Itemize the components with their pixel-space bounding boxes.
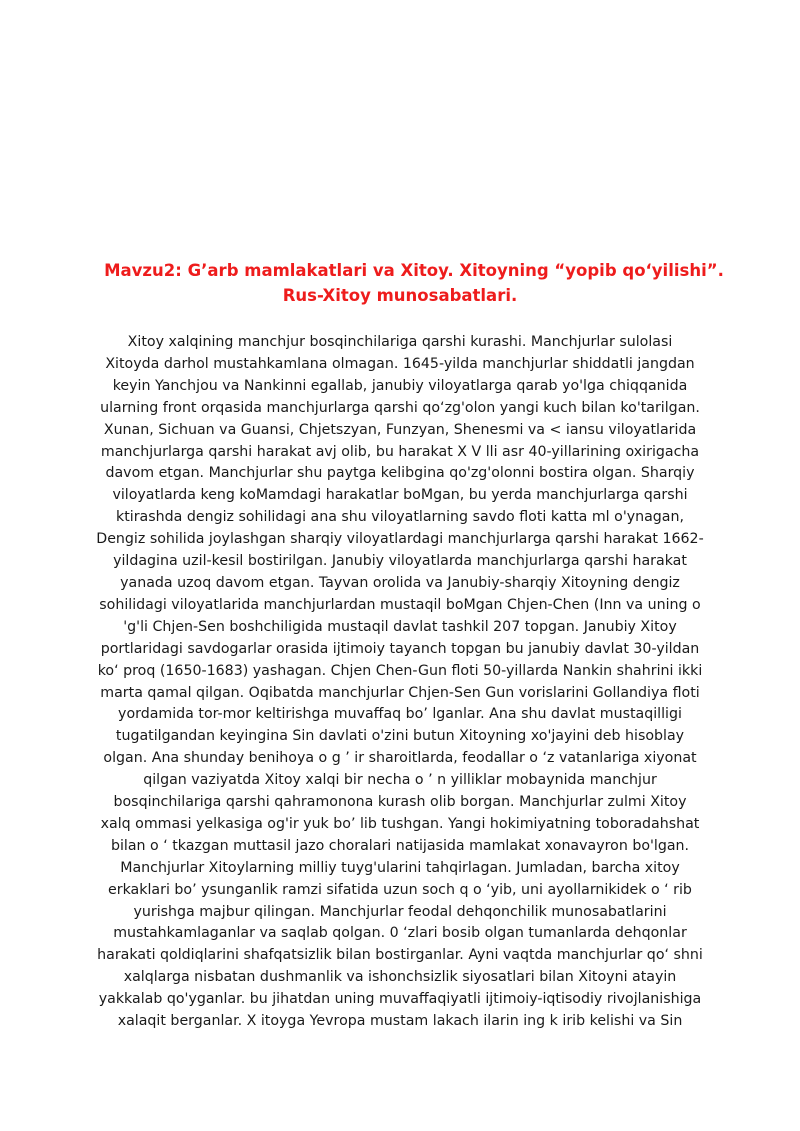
body-line: davom etgan. Manchjurlar shu paytga kelibgina qo'zg'olonni bostira olgan. Sharqiy (105, 465, 695, 482)
body-line: yurishga majbur qilingan. Manchjurlar feodal dehqonchilik munosabatlarini (133, 903, 667, 920)
body-text (70, 332, 730, 1033)
body-line: qilgan vaziyatda Xitoy xalqi bir necha o ’ n yilliklar mobaynida manchjur (143, 772, 657, 789)
body-line: yanada uzoq davom etgan. Tayvan orolida va Janubiy-sharqiy Xitoyning dengiz (120, 574, 680, 591)
body-line: Manchjurlar Xitoylarning milliy tuyg'ularini tahqirlagan. Jumladan, barcha xitoy (120, 859, 680, 876)
document-title (60, 258, 740, 308)
body-line: ko‘ proq (1650-1683) yashagan. Chjen Chen-Gun floti 50-yillarda Nankin shahrini ikki (97, 662, 703, 679)
body-line: mustahkamlaganlar va saqlab qolgan. 0 ‘zlari bosib olgan tumanlarda dehqonlar (113, 925, 687, 942)
body-line: ktirashda dengiz sohilidagi ana shu viloyatlarning savdo floti katta ml o'ynagan, (116, 509, 684, 526)
body-line: marta qamal qilgan. Oqibatda manchjurlar Chjen-Sen Gun vorislarini Gollandiya floti (100, 684, 700, 701)
body-line: Xunan, Sichuan va Guansi, Chjetszyan, Funzyan, Shenesmi va < iansu viloyatlarida (103, 421, 697, 438)
body-line: harakati qoldiqlarini shafqatsizlik bilan bostirganlar. Ayni vaqtda manchjurlar qo‘ shni (97, 947, 703, 964)
body-line: ularning front orqasida manchjurlarga qarshi qo‘zg'olon yangi kuch bilan ko'tarilgan. (100, 399, 700, 416)
title-line-1: Mavzu2: G’arb mamlakatlari va Xitoy. Xitoyning “yopib qo‘yilishi”. (104, 261, 724, 280)
body-line: erkaklari bo’ ysunganlik ramzi sifatida uzun soch q o ‘yib, uni ayollarnikidek o ‘ rib (108, 881, 692, 898)
body-line: xalqlarga nisbatan dushmanlik va ishonchsizlik siyosatlari bilan Xitoyni atayin (123, 969, 677, 986)
body-line: bilan o ‘ tkazgan muttasil jazo choralari natijasida mamlakat xonavayron bo'lgan. (110, 837, 690, 854)
body-line: viloyatlarda keng koMamdagi harakatlar boMgan, bu yerda manchjurlarga qarshi (112, 487, 688, 504)
body-line: olgan. Ana shunday benihoya o g ’ ir sharoitlarda, feodallar o ‘z vatanlariga xiyonat (103, 750, 697, 767)
body-line: 'g'li Chjen-Sen boshchiligida mustaqil davlat tashkil 207 topgan. Janubiy Xitoy (123, 618, 677, 635)
body-line: portlaridagi savdogarlar orasida ijtimoiy tayanch topgan bu janubiy davlat 30-yildan (100, 640, 700, 657)
body-line: xalq ommasi yelkasiga og'ir yuk bo’ lib tushgan. Yangi hokimiyatning toboradahshat (100, 815, 700, 832)
body-line: Xitoyda darhol mustahkamlana olmagan. 1645-yilda manchjurlar shiddatli jangdan (105, 355, 695, 372)
body-line: sohilidagi viloyatlarida manchjurlardan mustaqil boMgan Chjen-Chen (Inn va uning o (99, 596, 701, 613)
body-line: bosqinchilariga qarshi qahramonona kurash olib borgan. Manchjurlar zulmi Xitoy (113, 794, 687, 811)
body-line: Dengiz sohilida joylashgan sharqiy viloyatlardagi manchjurlarga qarshi harakat 1662- (96, 531, 704, 548)
body-line: xalaqit berganlar. X itoyga Yevropa mustam lakach ilarin ing k irib kelishi va Sin (117, 1013, 683, 1030)
body-line: yordamida tor-mor keltirishga muvaffaq bo’ lganlar. Ana shu davlat mustaqilligi (118, 706, 682, 723)
body-line: keyin Yanchjou va Nankinni egallab, janubiy viloyatlarga qarab yo'lga chiqqanida (112, 377, 688, 394)
body-line: yildagina uzil-kesil bostirilgan. Janubiy viloyatlarda manchjurlarga qarshi harakat (113, 553, 687, 570)
title-line-2: Rus-Xitoy munosabatlari. (282, 286, 518, 305)
body-line: tugatilgandan keyingina Sin davlati o'zini butun Xitoyning xo'jayini deb hisoblay (115, 728, 685, 745)
body-line: Xitoy xalqining manchjur bosqinchilariga qarshi kurashi. Manchjurlar sulolasi (127, 334, 673, 350)
body-line: manchjurlarga qarshi harakat avj olib, bu harakat X V lli asr 40-yillarining oxirigacha (100, 443, 700, 460)
body-line: yakkalab qo'yganlar. bu jihatdan uning muvaffaqiyatli ijtimoiy-iqtisodiy rivojlanishiga (98, 991, 702, 1008)
